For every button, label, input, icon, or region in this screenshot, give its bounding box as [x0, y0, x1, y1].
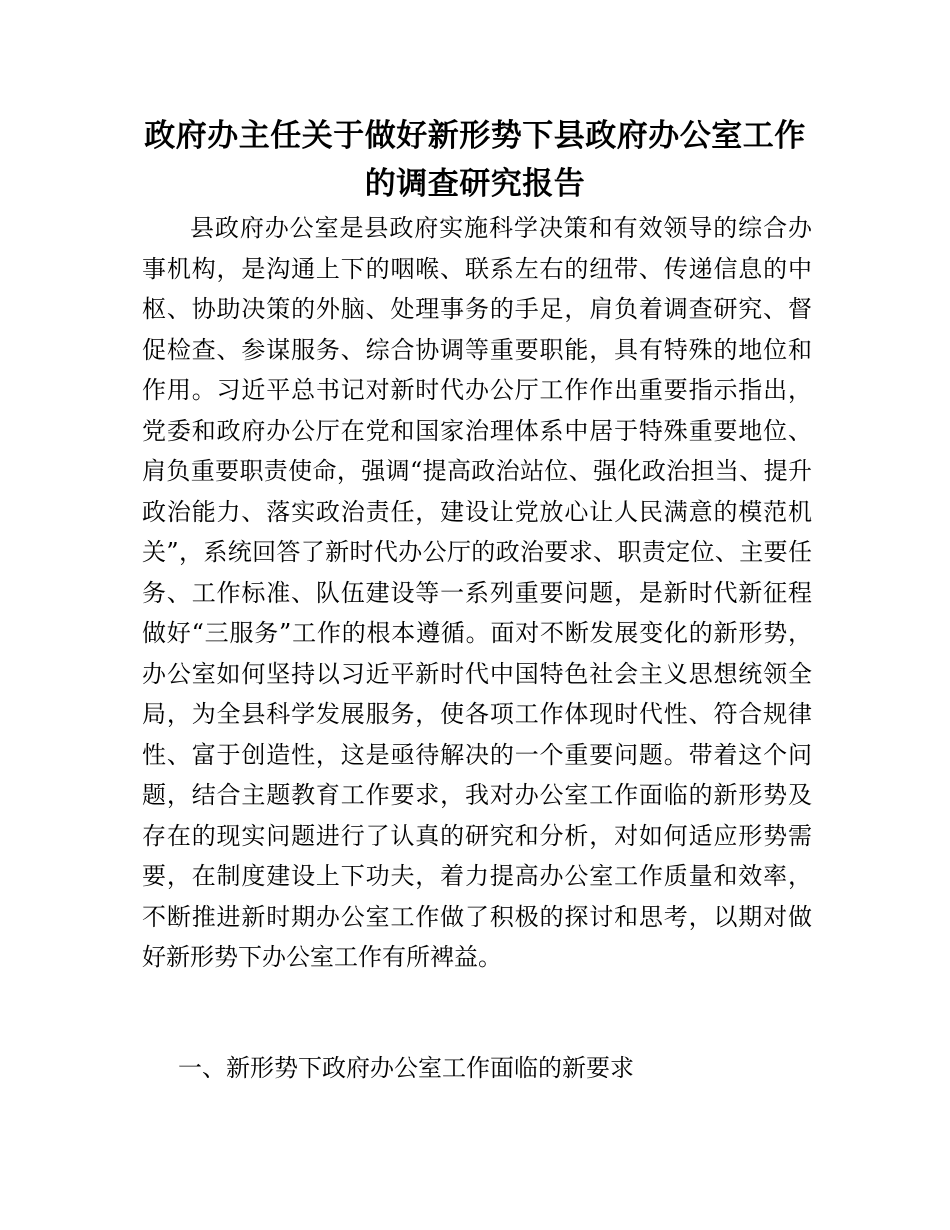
section-heading-1: 一、新形势下政府办公室工作面临的新要求	[178, 1054, 634, 1082]
intro-paragraph: 县政府办公室是县政府实施科学决策和有效领导的综合办事机构，是沟通上下的咽喉、联系左右的纽带、传递信息的中枢、协助决策的外脑、处理事务的手足，肩负着调查研究、督促检查、参谋服务、综合协调等重要职能，具有特殊的地位和作用。习近平总书记对新时代办公厅工作作出重要指示指出，党委和政府办公厅在党和国家治理体系中居于特殊重要地位、肩负重要职责使命，强调“提高政治站位、强化政治担当、提升政治能力、落实政治责任，建设让党放心让人民满意的模范机关”，系统回答了新时代办公厅的政治要求、职责定位、主要任务、工作标准、队伍建设等一系列重要问题，是新时代新征程做好“三服务”工作的根本遵循。面对不断发展变化的新形势，办公室如何坚持以习近平新时代中国特色社会主义思想统领全局，为全县科学发展服务，使各项工作体现时代性、符合规律性、富于创造性，这是亟待解决的一个重要问题。带着这个问题，结合主题教育工作要求，我对办公室工作面临的新形势及存在的现实问题进行了认真的研究和分析，对如何适应形势需要，在制度建设上下功夫，着力提高办公室工作质量和效率，不断推进新时期办公室工作做了积极的探讨和思考，以期对做好新形势下办公室工作有所裨益。	[142, 214, 812, 971]
document-title: 政府办主任关于做好新形势下县政府办公室工作的调查研究报告	[144, 118, 806, 202]
